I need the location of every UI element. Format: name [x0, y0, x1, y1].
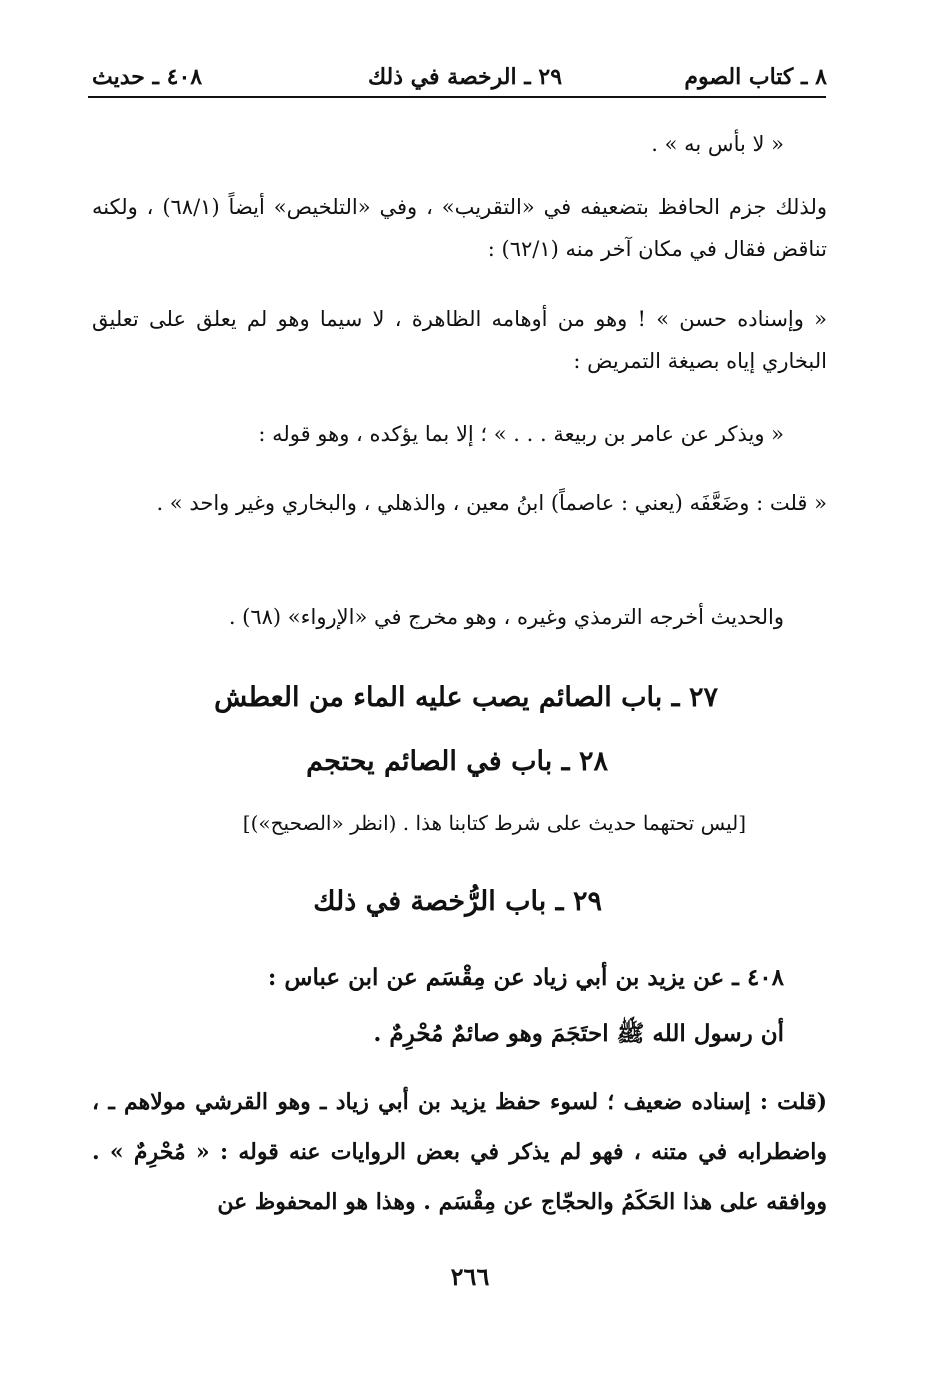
paragraph-quote-daafahu: « قلت : وضَعَّفَه (يعني : عاصماً) ابنُ معين ، والذهلي ، والبخاري وغير واحد » .	[156, 491, 827, 515]
chapter-heading-27: ٢٧ ـ باب الصائم يصب عليه الماء من العطش	[214, 682, 718, 713]
running-header-hadith: ٤٠٨ ـ حديث	[92, 64, 203, 90]
paragraph-taqrib: ولذلك جزم الحافظ بتضعيفه في «التقريب» ، وفي «التلخيص» أيضاً (٦٨/١) ، ولكنه تناقض فقال في مكان آخر منه (٦٢/١) :	[92, 195, 827, 261]
hadith-isnad: ٤٠٨ ـ عن يزيد بن أبي زياد عن مِقْسَم عن ابن عباس :	[267, 964, 784, 991]
header-rule	[88, 96, 826, 98]
chapter-heading-28: ٢٨ ـ باب في الصائم يحتجم	[306, 746, 608, 777]
chapter-note: [ليس تحتهما حديث على شرط كتابنا هذا . (انظر «الصحيح»)]	[242, 811, 746, 835]
commentary-paragraph: (قلت : إسناده ضعيف ؛ لسوء حفظ يزيد بن أبي زياد ـ وهو القرشي مولاهم ـ ، واضطرابه في متنه ، فهو لم يذكر في بعض الروايات عنه قوله : « مُحْرِمٌ » . ووافقه على هذا الحَكَمُ والحجّاج عن مِقْسَم . وهذا هو المحفوظ عن	[92, 1089, 827, 1215]
running-header-book: ٨ ـ كتاب الصوم	[684, 64, 827, 90]
paragraph-isnaad-hasan: « وإسناده حسن » ! وهو من أوهامه الظاهرة ، لا سيما وهو لم يعلق على تعليق البخاري إياه بصيغة التمريض :	[92, 307, 827, 373]
chapter-heading-29: ٢٩ ـ باب الرُّخصة في ذلك	[313, 886, 602, 917]
paragraph-quote-1: « لا بأس به » .	[651, 132, 784, 156]
running-header-chapter: ٢٩ ـ الرخصة في ذلك	[367, 64, 563, 90]
page-number: ٢٦٦	[450, 1262, 490, 1291]
paragraph-tirmidhi: والحديث أخرجه الترمذي وغيره ، وهو مخرج في «الإرواء» (٦٨) .	[228, 605, 784, 629]
paragraph-quote-amir: « ويذكر عن عامر بن ربيعة . . . » ؛ إلا بما يؤكده ، وهو قوله :	[258, 422, 784, 446]
hadith-matn: أن رسول الله ﷺ احتَجَمَ وهو صائمٌ مُحْرِمٌ .	[373, 1020, 784, 1047]
hadith-block	[92, 950, 784, 1062]
